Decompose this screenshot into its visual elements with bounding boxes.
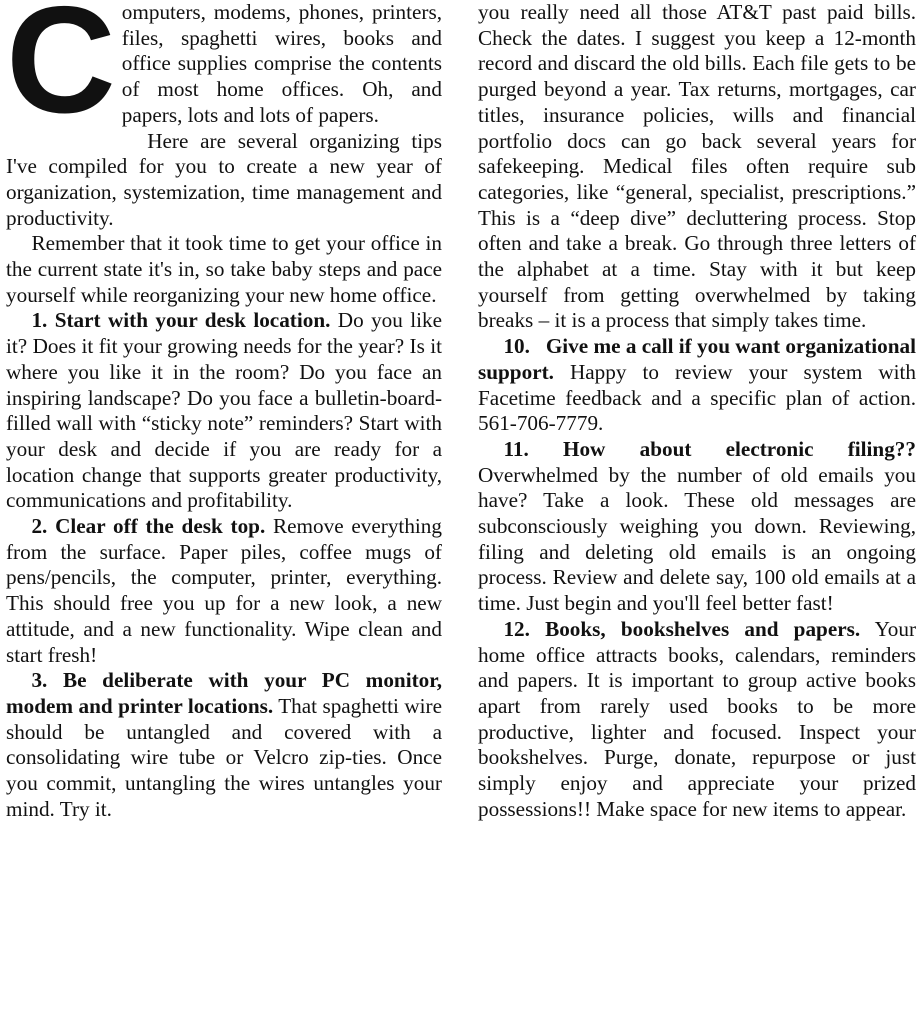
tip-1-heading: 1. Start with your desk location. [31,308,331,333]
tip-3 [6,668,442,822]
right-column [478,0,916,823]
tip-10 [478,334,916,437]
tip-11-heading: 11. How about electronic filing?? [503,436,916,461]
left-column [6,0,442,823]
tip-12-body: Your home office attracts books, calendars, reminders and papers. It is important to group active books apart from rarely used books to be more productive, lighter and focused. Inspect your bookshelves. Purge, donate, repurpose or just simply enjoy and appreciate your prized possessions!! Make space for new items to appear. [478,616,916,821]
tip-10-body: Happy to review your system with Facetime feedback and a specific plan of action. 561-706-7779. [478,359,916,436]
tip-3-body: That spaghetti wire should be untangled and covered with a consolidating wire tube or Velcro zip-ties. Once you commit, untangling the wires untangles your mind. Try it. [6,693,442,821]
tip-2 [6,514,442,668]
tip-2-heading: 2. Clear off the desk top. [31,514,266,539]
tip-11 [478,437,916,617]
tip-11-body: Overwhelmed by the number of old emails you have? Take a look. These old messages are subconsciously weighing you down. Reviewing, filing and deleting old emails is an ongoing process. Review and delete say, 100 old emails at a time. Just begin and you'll feel better fast! [478,462,916,616]
tip-10-heading: 10. Give me a call if you want organizational support. [478,334,916,384]
tip-3-heading: 3. Be deliberate with your PC monitor, modem and printer locations. [6,668,442,718]
continued-paragraph: you really need all those AT&T past paid bills. Check the dates. I suggest you keep a 12-month record and discard the old bills. Each file gets to be purged beyond a year. Tax returns, mortgages, car titles, insurance policies, wills and financial portfolio docs can go back several years for safekeeping. Medical files often require sub categories, like “general, specialist, prescriptions.” This is a “deep dive” decluttering process. Stop often and take a break. Go through three letters of the alphabet at a time. Stay with it but keep yourself from getting overwhelmed by taking breaks – it is a process that simply takes time. [478,0,916,333]
intro-paragraph [6,0,442,145]
reminder-paragraph: Remember that it took time to get your office in the current state it's in, so take baby steps and pace yourself while reorganizing your new home office. [6,231,442,307]
tip-1-body: Do you like it? Does it fit your growing needs for the year? Is it where you like it in the room? Do you face an inspiring landscape? Do you face a bulletin-board-filled wall with “sticky note” reminders? Start with your desk and decide if you are ready for a location change that supports greater productivity, communications and profitability. [6,308,442,513]
drop-cap: C [6,0,116,145]
tips-intro-paragraph: Here are several organizing tips I've compiled for you to create a new year of organization, systemization, time management and productivity. [6,128,442,230]
tip-12 [478,617,916,823]
tip-1 [6,308,442,514]
tip-12-heading: 12. Books, bookshelves and papers. [503,616,861,641]
tip-2-body: Remove everything from the surface. Paper piles, coffee mugs of pens/pencils, the computer, printer, everything. This should free you up for a new look, a new attitude, and a new functionality. Wipe clean and start fresh! [6,514,442,667]
intro-text: omputers, modems, phones, printers, files, spaghetti wires, books and office supplies comprise the contents of most home offices. Oh, and papers, lots and lots of papers. [121,0,442,127]
